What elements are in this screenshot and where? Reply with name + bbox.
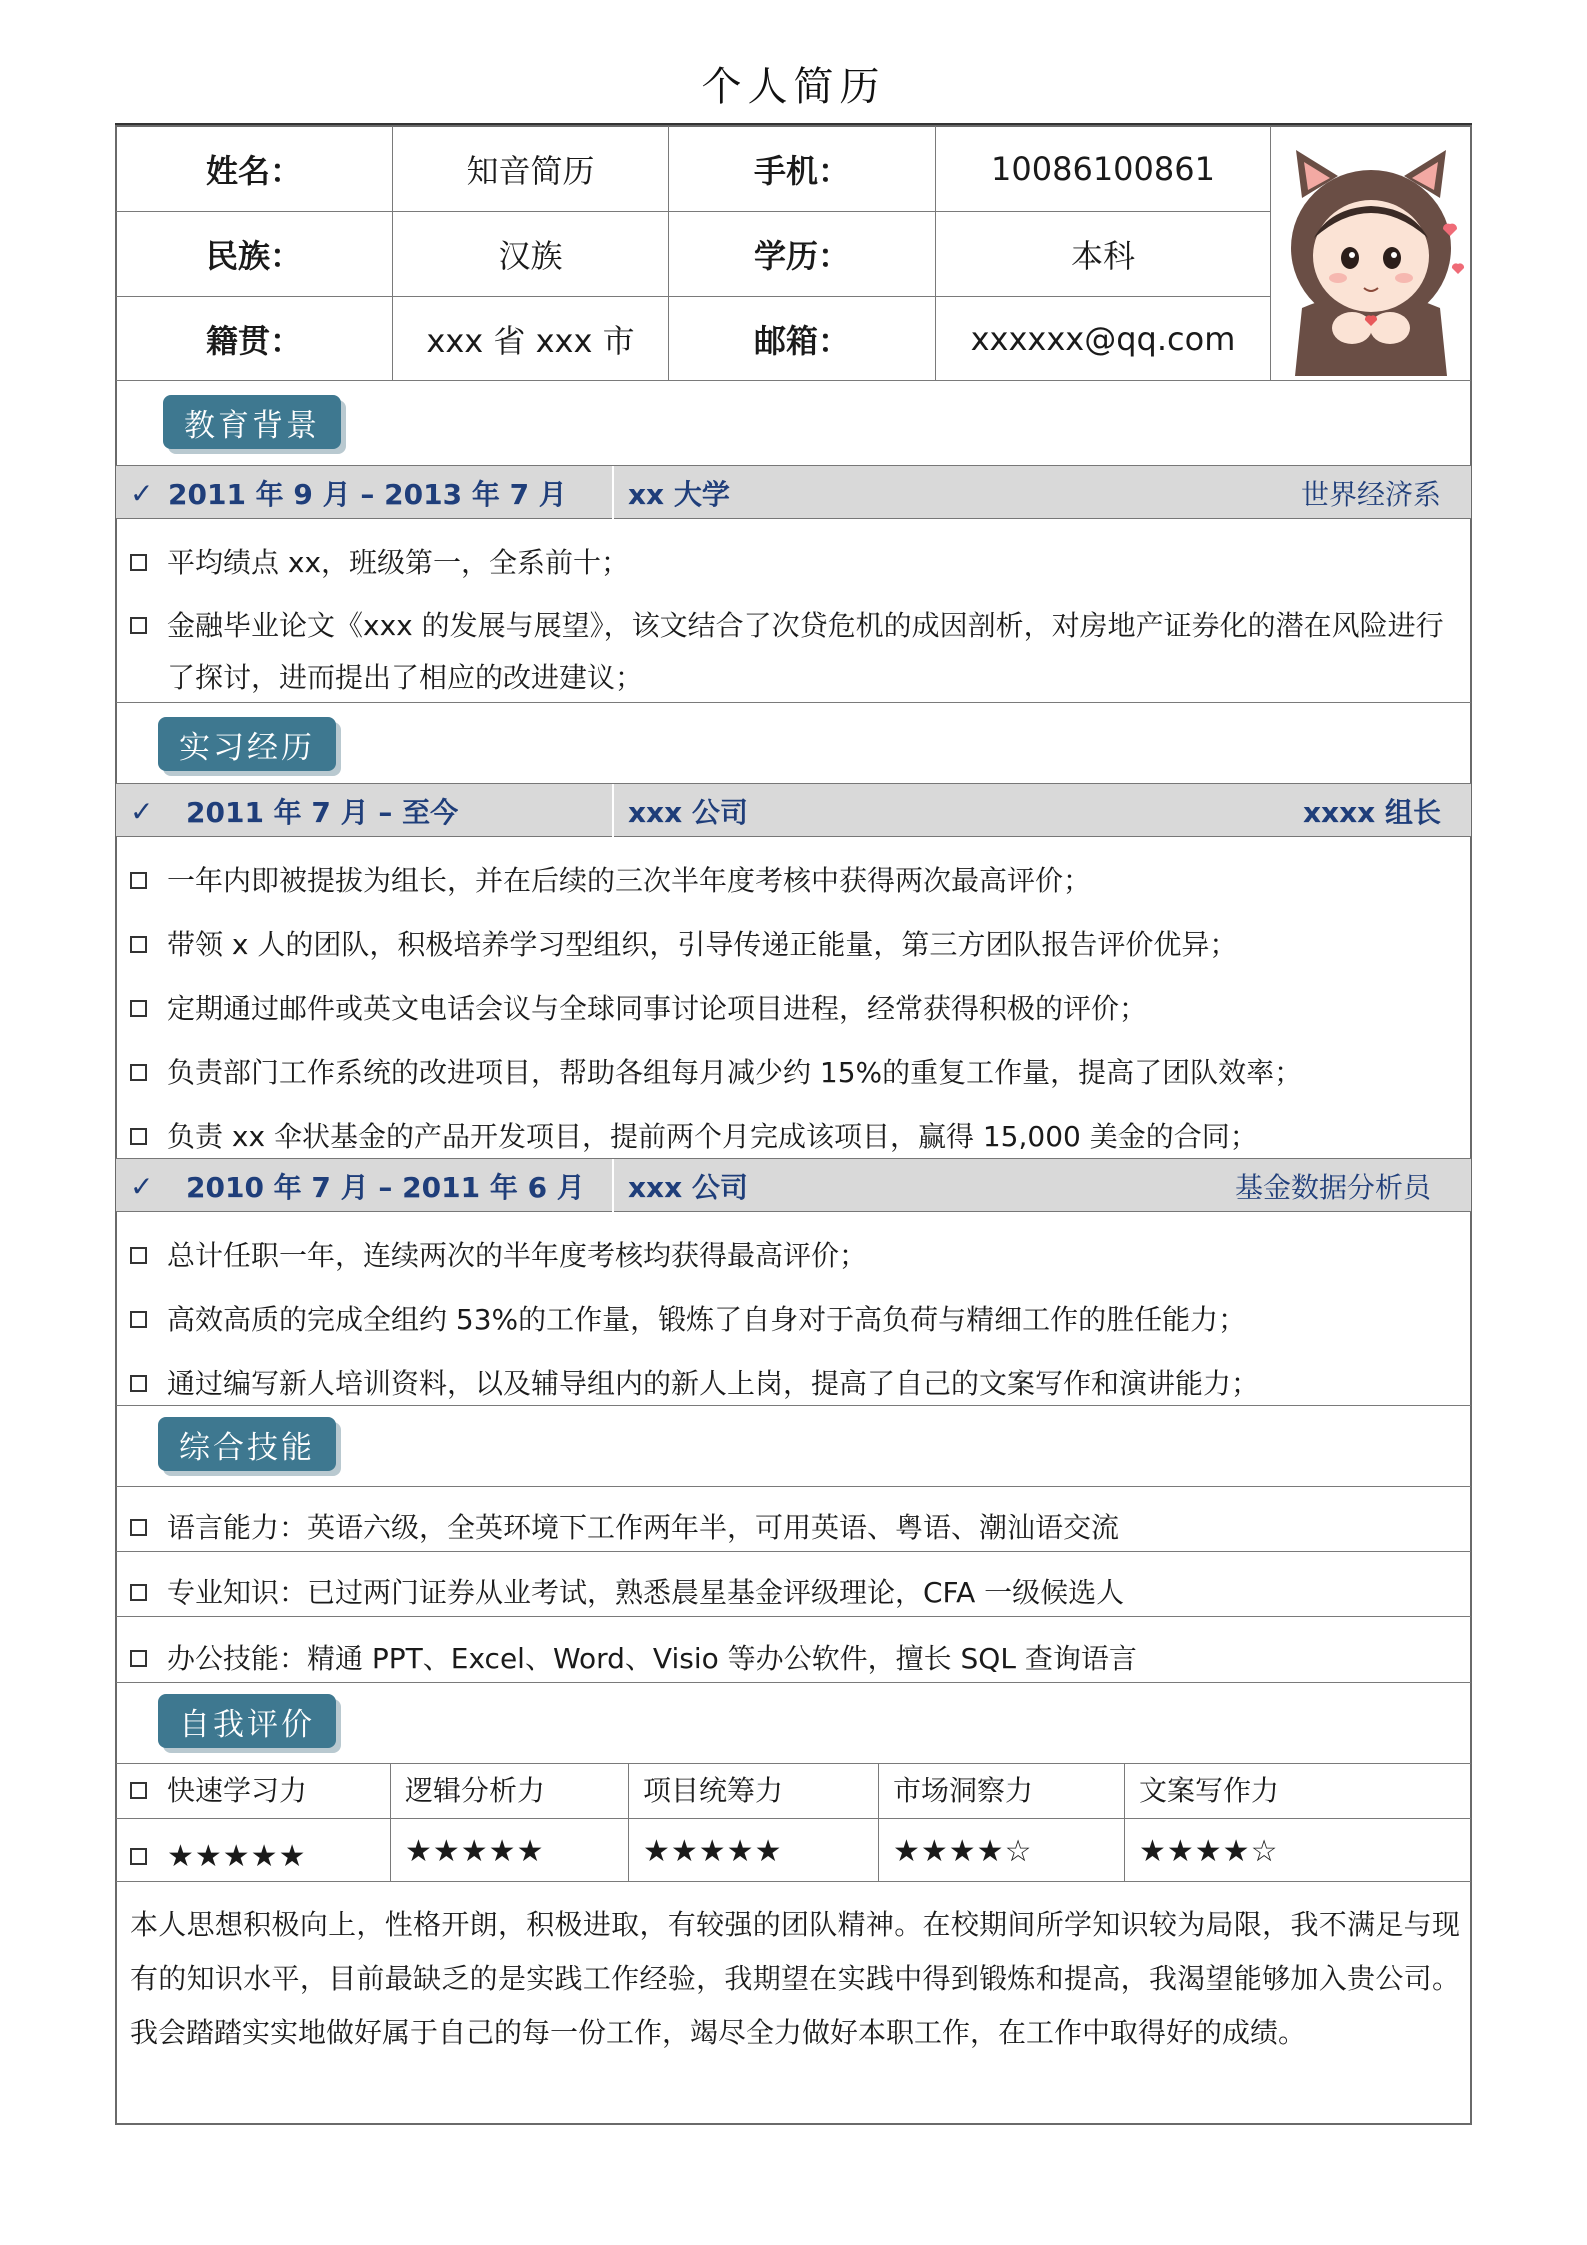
job-company: xxx 公司 bbox=[628, 1171, 748, 1204]
list-item: 定期通过邮件或英文电话会议与全球同事讨论项目进程，经常获得积极的评价； bbox=[130, 983, 1460, 1035]
rating-stars: ★★★★☆ bbox=[1139, 1834, 1279, 1869]
bar-divider bbox=[612, 466, 614, 520]
list-item: 总计任职一年，连续两次的半年度考核均获得最高评价； bbox=[130, 1230, 1460, 1282]
ability-col-divider bbox=[390, 1763, 391, 1881]
check-icon: ✓ bbox=[130, 794, 154, 828]
row-divider bbox=[116, 1818, 1471, 1819]
ability-name: 市场洞察力 bbox=[893, 1774, 1034, 1807]
education-period: 2011 年 9 月 – 2013 年 7 月 bbox=[168, 478, 567, 511]
info-bottom-divider bbox=[116, 380, 1471, 381]
ability-name: 项目统筹力 bbox=[643, 1774, 784, 1807]
job-period: 2010 年 7 月 – 2011 年 6 月 bbox=[186, 1171, 585, 1204]
row-divider bbox=[116, 1486, 1471, 1487]
list-item: 通过编写新人培训资料，以及辅导组内的新人上岗，提高了自己的文案写作和演讲能力； bbox=[130, 1358, 1460, 1410]
ability-name: 快速学习力 bbox=[130, 1765, 385, 1817]
section-education-heading: 教育背景 bbox=[163, 395, 341, 449]
bar-divider bbox=[612, 1159, 614, 1213]
bar-divider bbox=[612, 784, 614, 838]
name-value: 知音简历 bbox=[466, 151, 595, 190]
checkbox-icon bbox=[130, 1311, 147, 1328]
page-title: 个人简历 bbox=[701, 64, 886, 110]
self-evaluation-text: 本人思想积极向上，性格开朗，积极进取，有较强的团队精神。在校期间所学知识较为局限，我不满足与现有的知识水平，目前最缺乏的是实践工作经验，我期望在实践中得到锻炼和提高，我渴望能够加入贵公司。我会踏踏实实地做好属于自己的每一份工作，竭尽全力做好本职工作，在工作中取得好的成绩。 bbox=[130, 1908, 1460, 2049]
ethnic-value: 汉族 bbox=[498, 237, 563, 275]
info-col-divider bbox=[1270, 126, 1271, 380]
education-label: 学历： bbox=[753, 237, 850, 275]
ability-name: 逻辑分析力 bbox=[405, 1774, 546, 1807]
check-icon: ✓ bbox=[130, 476, 154, 510]
list-item: 负责 xx 伞状基金的产品开发项目，提前两个月完成该项目，赢得 15,000 美金的合同； bbox=[130, 1111, 1460, 1163]
job-bar bbox=[116, 783, 1471, 837]
education-school: xx 大学 bbox=[628, 478, 730, 511]
list-item: 办公技能：精通 PPT、Excel、Word、Visio 等办公软件，擅长 SQL 查询语言 bbox=[130, 1633, 1460, 1685]
rating-stars: ★★★★★ bbox=[405, 1834, 545, 1869]
checkbox-icon bbox=[130, 1064, 147, 1081]
list-item: 带领 x 人的团队，积极培养学习型组织，引导传递正能量，第三方团队报告评价优异； bbox=[130, 919, 1460, 971]
cat-hood-avatar-icon bbox=[1272, 128, 1470, 378]
avatar bbox=[1272, 128, 1470, 378]
section-skills-heading: 综合技能 bbox=[158, 1417, 336, 1471]
rating-stars: ★★★★★ bbox=[643, 1834, 783, 1869]
job-period: 2011 年 7 月 – 至今 bbox=[186, 796, 459, 829]
section-self-heading: 自我评价 bbox=[158, 1694, 336, 1748]
row-divider bbox=[116, 1616, 1471, 1617]
list-item: 平均绩点 xx，班级第一，全系前十； bbox=[130, 537, 1460, 589]
job-role: 基金数据分析员 bbox=[1234, 1171, 1431, 1204]
origin-label: 籍贯： bbox=[205, 321, 302, 360]
ability-col-divider bbox=[1124, 1763, 1125, 1881]
checkbox-icon bbox=[130, 872, 147, 889]
ability-name: 文案写作力 bbox=[1139, 1774, 1280, 1807]
checkbox-icon bbox=[130, 936, 147, 953]
education-bar bbox=[116, 465, 1471, 519]
section-divider bbox=[116, 702, 1471, 703]
checkbox-icon bbox=[130, 1128, 147, 1145]
list-item: 专业知识：已过两门证券从业考试，熟悉晨星基金评级理论，CFA 一级候选人 bbox=[130, 1567, 1460, 1619]
ability-col-divider bbox=[628, 1763, 629, 1881]
checkbox-icon bbox=[130, 1584, 147, 1601]
row-divider bbox=[116, 1763, 1471, 1764]
checkbox-icon bbox=[130, 617, 147, 634]
ability-col-divider bbox=[878, 1763, 879, 1881]
job-role: xxxx 组长 bbox=[1303, 796, 1441, 829]
check-icon: ✓ bbox=[130, 1169, 154, 1203]
rating-stars: ★★★★☆ bbox=[893, 1834, 1033, 1869]
checkbox-icon bbox=[130, 1848, 147, 1865]
origin-value: xxx 省 xxx 市 bbox=[426, 321, 635, 360]
education-value: 本科 bbox=[1070, 237, 1135, 275]
ethnic-label: 民族： bbox=[205, 237, 302, 275]
job-bar bbox=[116, 1158, 1471, 1212]
list-item: 一年内即被提拔为组长，并在后续的三次半年度考核中获得两次最高评价； bbox=[130, 855, 1460, 907]
checkbox-icon bbox=[130, 1519, 147, 1536]
phone-value: 10086100861 bbox=[991, 149, 1215, 188]
email-label: 邮箱： bbox=[753, 321, 850, 360]
phone-label: 手机： bbox=[753, 151, 850, 190]
checkbox-icon bbox=[130, 1247, 147, 1264]
checkbox-icon bbox=[130, 1375, 147, 1392]
list-item: 金融毕业论文《xxx 的发展与展望》，该文结合了次贷危机的成因剖析，对房地产证券化的潜在风险进行了探讨，进而提出了相应的改进建议； bbox=[130, 600, 1460, 704]
list-item: 语言能力：英语六级，全英环境下工作两年半，可用英语、粤语、潮汕语交流 bbox=[130, 1502, 1460, 1554]
row-divider bbox=[116, 1551, 1471, 1552]
checkbox-icon bbox=[130, 1650, 147, 1667]
checkbox-icon bbox=[130, 1782, 147, 1799]
checkbox-icon bbox=[130, 554, 147, 571]
education-dept: 世界经济系 bbox=[1300, 478, 1441, 511]
job-company: xxx 公司 bbox=[628, 796, 748, 829]
checkbox-icon bbox=[130, 1000, 147, 1017]
email-value: xxxxxx@qq.com bbox=[970, 319, 1236, 358]
rating-stars: ★★★★★ bbox=[130, 1831, 385, 1883]
section-divider bbox=[116, 1682, 1471, 1683]
section-internship-heading: 实习经历 bbox=[158, 717, 336, 771]
list-item: 负责部门工作系统的改进项目，帮助各组每月减少约 15%的重复工作量，提高了团队效率； bbox=[130, 1047, 1460, 1099]
section-divider bbox=[116, 1405, 1471, 1406]
name-label: 姓名： bbox=[205, 151, 302, 190]
list-item: 高效高质的完成全组约 53%的工作量，锻炼了自身对于高负荷与精细工作的胜任能力； bbox=[130, 1294, 1460, 1346]
